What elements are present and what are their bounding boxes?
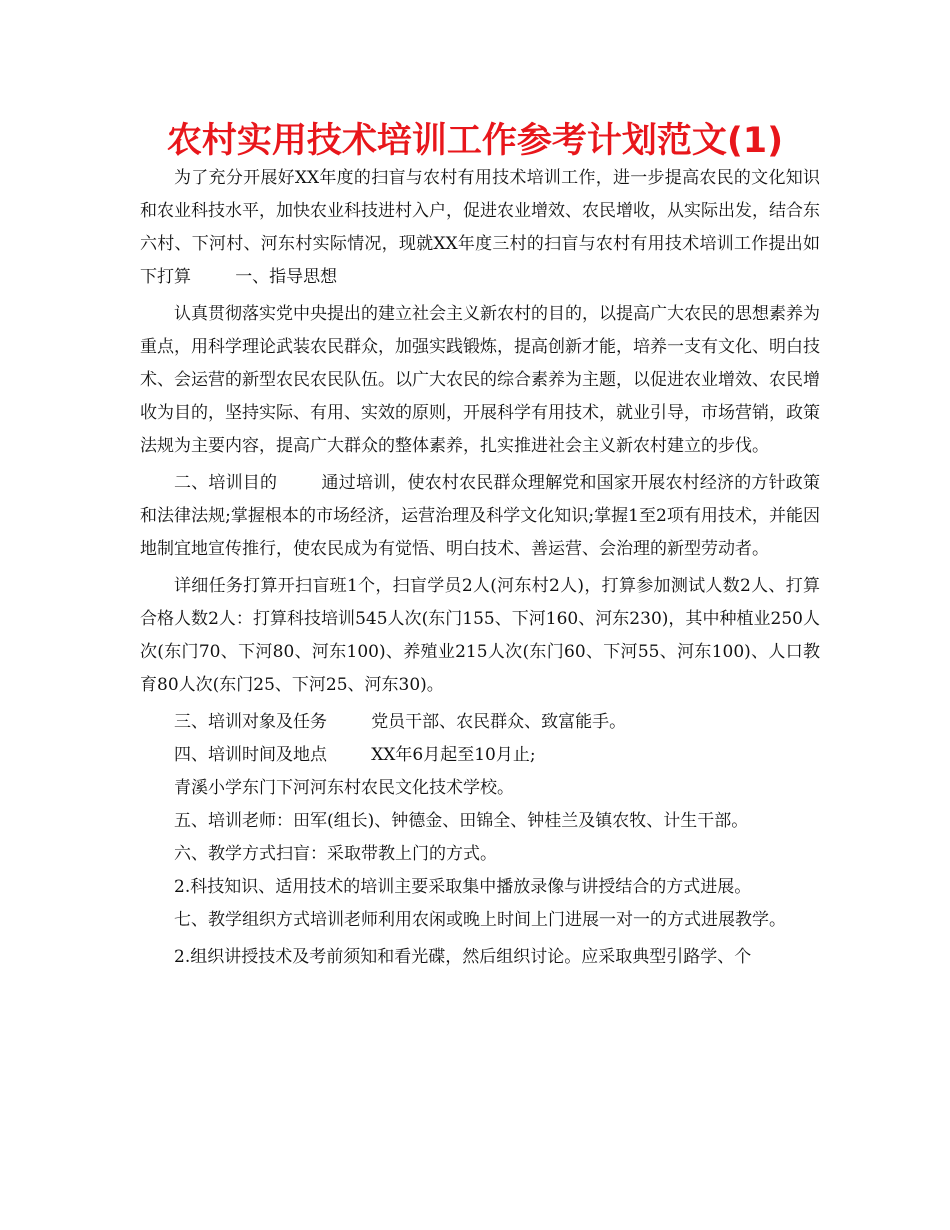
paragraph-text: 为了充分开展好XX年度的扫盲与农村有用技术培训工作，进一步提高农民的文化知识和农业科技水平，加快农业科技进村入户，促进农业增效、农民增收，从实际出发，结合东六村、下河村、河东村实际情况，现就XX年度三村的扫盲与农村有用技术培训工作提出如下打算 [140, 168, 820, 287]
section-heading-training-target: 三、培训对象及任务 [174, 712, 327, 732]
paragraph-text: 通过培训，使农村农民群众理解党和国家开展农村经济的方针政策和法律法规;掌握根本的市场经济，运营治理及科学文化知识;掌握1至2项有用技术，并能因地制宜地宣传推行，使农民成为有觉悟、明白技术、善运营、会治理的新型劳动者。 [140, 473, 821, 559]
document-body [140, 162, 820, 974]
paragraph-guiding-thought: 认真贯彻落实党中央提出的建立社会主义新农村的目的，以提高广大农民的思想素养为重点，用科学理论武装农民群众，加强实践锻炼，提高创新才能，培养一支有文化、明白技术、会运营的新型农民农民队伍。以广大农民的综合素养为主题，以促进农业增效、农民增收为目的，坚持实际、有用、实效的原则，开展科学有用技术，就业引导，市场营销，政策法规为主要内容，提高广大群众的整体素养，扎实推进社会主义新农村建立的步伐。 [140, 304, 820, 456]
paragraph-intro [140, 162, 820, 294]
section-heading-training-time: 四、培训时间及地点 [174, 745, 327, 765]
section-heading-training-goal: 二、培训目的 [174, 473, 278, 493]
paragraph-training-location: 青溪小学东门下河河东村农民文化技术学校。 [174, 778, 514, 798]
paragraph-text: 党员干部、农民群众、致富能手。 [371, 712, 627, 732]
paragraph-text: XX年6月起至10月止; [371, 745, 536, 765]
paragraph-teachers: 五、培训老师：田军(组长)、钟德金、田锦全、钟桂兰及镇农牧、计生干部。 [174, 811, 749, 831]
paragraph-training-time [140, 739, 820, 772]
paragraph-task-plan: 详细任务打算开扫盲班1个，扫盲学员2人(河东村2人)，打算参加测试人数2人、打算合格人数2人：打算科技培训545人次(东门155、下河160、河东230)，其中种植业250人次(东门70、下河80、河东100)、养殖业215人次(东门60、下河55、河东100)、人口教育80人次(东门25、下河25、河东30)。 [140, 576, 820, 695]
document-title: 农村实用技术培训工作参考计划范文(1) [166, 121, 784, 161]
paragraph-training-goal [140, 467, 820, 566]
paragraph-training-target [140, 706, 820, 739]
paragraph-tech-training: 2.科技知识、适用技术的培训主要采取集中播放录像与讲授结合的方式进展。 [174, 877, 752, 897]
paragraph-lecture-organization: 2.组织讲授技术及考前须知和看光碟，然后组织讨论。应采取典型引路学、个 [174, 947, 752, 967]
paragraph-teaching-method: 六、教学方式扫盲：采取带教上门的方式。 [174, 844, 497, 864]
paragraph-teaching-organization: 七、教学组织方式培训老师利用农闲或晚上时间上门进展一对一的方式进展教学。 [174, 910, 786, 930]
section-heading-guiding-thought: 一、指导思想 [235, 267, 338, 287]
